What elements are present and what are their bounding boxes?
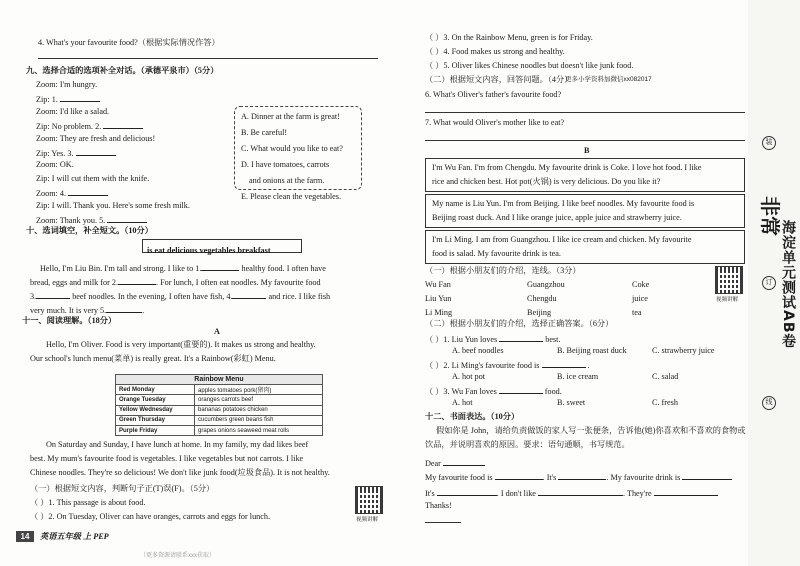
dialog-line	[36, 174, 149, 184]
qr-caption: 视频讲解	[716, 297, 739, 303]
menu-day: Red Monday	[116, 385, 195, 395]
mc-option-c[interactable]: C. strawberry juice	[652, 346, 715, 355]
binding-mark: 装	[762, 136, 776, 150]
tf-item-2[interactable]: （ ）2. On Tuesday, Oliver can have oranges, carrots and eggs for lunch.	[30, 512, 271, 521]
menu-row	[116, 425, 323, 435]
menu-row	[116, 385, 323, 395]
brand-logo: 非常	[758, 196, 782, 236]
writing-prompt: 饮品，并说明喜欢的原因。要求：语句通顺，书写规范。	[425, 440, 630, 449]
letter-text: . I don't like	[496, 489, 536, 498]
mc-option-a[interactable]: A. hot	[452, 398, 473, 407]
tf-item-1[interactable]: （ ）1. This passage is about food.	[30, 498, 146, 507]
rainbow-menu-table	[115, 374, 323, 436]
section-a-label: A	[214, 327, 220, 336]
letter-blank[interactable]	[654, 487, 718, 496]
match-item[interactable]: tea	[632, 308, 642, 317]
menu-food: oranges carrots beef	[195, 395, 323, 405]
passage-text: .	[142, 306, 145, 315]
blank-1[interactable]	[201, 262, 239, 271]
writing-prompt: 假如你是 John，请给负责做饭的家人写一张便条，告诉他(她)你喜欢和不喜欢的食物或	[436, 426, 746, 435]
profile-liuyun	[425, 194, 745, 228]
mc-option-b[interactable]: B. Beijing roast duck	[557, 346, 627, 355]
dialog-line	[36, 187, 108, 199]
match-title: （一）根据小朋友们的介绍，连线。（3分）	[425, 266, 581, 275]
menu-food: apples tomatoes pork(猪肉)	[195, 385, 323, 395]
dialog-line	[36, 134, 155, 144]
match-item[interactable]: juice	[632, 294, 648, 303]
signature-line[interactable]	[425, 522, 461, 523]
menu-day: Yellow Wednesday	[116, 405, 195, 415]
letter-text: . They're	[623, 489, 652, 498]
dialog-line	[36, 80, 97, 90]
sub2-title: （二）根据短文内容，回答问题。（4分）	[425, 75, 573, 84]
menu-row	[116, 395, 323, 405]
blank-4[interactable]	[232, 290, 266, 299]
letter-dear	[425, 457, 485, 469]
menu-food: cucumbers green beans fish	[195, 415, 323, 425]
menu-food: bananas potatoes chicken	[195, 405, 323, 415]
right-page	[412, 0, 747, 566]
passage-text: . For lunch, I often eat noodles. My favourite food	[156, 278, 321, 287]
answer-line	[425, 112, 745, 113]
word-bank-text: is eat delicious vegetables breakfast	[147, 246, 271, 255]
mc-question-text: （ ）3. Wu Fan loves	[425, 387, 497, 396]
profile-liming	[425, 230, 745, 264]
mc-title: （二）根据小朋友们的介绍，选择正确答案。（6分）	[425, 319, 614, 328]
dialog-line	[36, 214, 147, 226]
blank-2[interactable]	[118, 276, 156, 285]
reading-line: Chinese noodles. They're so delicious! We don't like junk food(垃圾食品). It is not healthy.	[30, 468, 330, 477]
tf-item-5[interactable]: （ ）5. Oliver likes Chinese noodles but doesn't like junk food.	[425, 61, 634, 70]
dialog-text: Zip: No problem. 2.	[36, 122, 102, 132]
passage-line	[30, 304, 144, 316]
question-6: 6. What's Oliver's father's favourite food?	[425, 90, 562, 99]
option-e: E. Please clean the vegetables.	[241, 192, 342, 201]
menu-day: Purple Friday	[116, 425, 195, 435]
letter-blank[interactable]	[437, 487, 497, 496]
binding-mark: 订	[762, 276, 776, 290]
dialog-text: Zip: I will. Thank you. Here's some fresh milk.	[36, 200, 190, 210]
menu-title: Rainbow Menu	[116, 375, 323, 385]
dialog-text: Zoom: OK.	[36, 160, 74, 170]
tf-item-4[interactable]: （ ）4. Food makes us strong and healthy.	[425, 47, 565, 56]
letter-blank[interactable]	[682, 471, 732, 480]
letter-blank[interactable]	[558, 471, 606, 480]
menu-food: grapes onions seaweed meat rolls	[195, 425, 323, 435]
question-7: 7. What would Oliver's mother like to eat?	[425, 118, 565, 127]
letter-line	[425, 487, 718, 499]
letter-text: It's	[425, 489, 435, 498]
profile-text: Beijing roast duck. And I like orange juice, apple juice and strawberry juice.	[432, 213, 682, 222]
dialog-text: Zoom: I'd like a salad.	[36, 106, 110, 116]
mc-question-text: （ ）2. Li Ming's favourite food is	[425, 361, 540, 370]
letter-blank[interactable]	[538, 487, 623, 496]
dialog-text: Zoom: I'm hungry.	[36, 80, 98, 89]
dialog-blank[interactable]	[103, 120, 143, 129]
mc-question	[425, 385, 562, 397]
blank-5[interactable]	[106, 304, 145, 315]
mc-question-text: .	[587, 361, 590, 370]
mc-option-c[interactable]: C. fresh	[652, 398, 678, 407]
passage-text: healthy food. I often have	[241, 264, 326, 273]
menu-day: Orange Tuesday	[116, 395, 195, 405]
tf-title: （一）根据短文内容，判断句子正(T)误(F)。（5分）	[30, 484, 215, 493]
dialog-line	[36, 93, 100, 105]
menu-day: Green Thursday	[116, 415, 195, 425]
match-item[interactable]: Guangzhou	[527, 280, 565, 289]
menu-row	[116, 405, 323, 415]
passage-text: and rice. I like fish	[268, 292, 331, 301]
qr-code-icon[interactable]	[355, 486, 383, 514]
profile-text: I'm Wu Fan. I'm from Chengdu. My favourite drink is Coke. I love hot food. I like	[432, 163, 702, 172]
mc-option-b[interactable]: B. ice cream	[557, 372, 599, 381]
dialog-line	[36, 147, 116, 159]
question-4: 4. What's your favourite food?（根据实际情况作答）	[38, 38, 220, 47]
blank-3[interactable]	[36, 290, 70, 299]
menu-row	[116, 415, 323, 425]
mc-question-text: food.	[544, 387, 562, 396]
section-b-label: B	[584, 146, 590, 155]
dialog-text: Zoom: 4.	[36, 189, 67, 199]
tf-item-3[interactable]: （ ）3. On the Rainbow Menu, green is for Friday.	[425, 33, 593, 42]
answer-line	[38, 58, 378, 59]
mc-option-a[interactable]: A. beef noodles	[452, 346, 504, 355]
letter-text: Dear	[425, 459, 441, 468]
dialog-text: Zip: I will cut them with the knife.	[36, 173, 150, 183]
letter-text: My favourite food is	[425, 473, 493, 482]
dialog-text: Zip: 1.	[36, 95, 58, 105]
options-box	[234, 106, 362, 201]
dialog-line	[36, 120, 143, 132]
page-number: 14	[16, 531, 34, 542]
dialog-blank[interactable]	[76, 147, 116, 156]
passage-text: very much. It is very 5.	[30, 306, 107, 315]
passage-text: Hello, I'm Liu Bin. I'm tall and strong. I like to 1.	[40, 264, 202, 273]
dialog-line	[36, 201, 190, 211]
option-b: B. Be careful!	[241, 128, 288, 137]
option-c: C. What would you like to eat?	[241, 144, 343, 153]
reading-line: Our school's lunch menu(菜单) is really great. It's a Rainbow(彩虹) Menu.	[30, 354, 276, 363]
dialog-line	[36, 107, 109, 117]
section-12-title: 十二、书面表达。（10分）	[425, 412, 520, 421]
profile-wufan	[425, 158, 745, 192]
letter-text: . It's	[542, 473, 557, 482]
qr-code-icon[interactable]	[715, 266, 743, 294]
option-a: A. Dinner at the farm is great!	[241, 112, 340, 121]
reading-line: best. My mum's favourite food is vegetables. I like vegetables but not carrots. I like	[30, 454, 304, 463]
option-d-cont: and onions at the farm.	[249, 176, 325, 185]
passage-line	[40, 262, 326, 274]
match-item[interactable]: Coke	[632, 280, 650, 289]
mc-option-a[interactable]: A. hot pot	[452, 372, 485, 381]
mc-question	[425, 333, 561, 345]
mc-question-text: best.	[545, 335, 561, 344]
dialog-blank[interactable]	[60, 93, 100, 102]
match-item[interactable]: Beijing	[527, 308, 552, 317]
mc-option-b[interactable]: B. sweet	[557, 398, 586, 407]
dialog-blank[interactable]	[107, 214, 147, 223]
qr-caption: 视频讲解	[356, 517, 379, 523]
mc-question-text: （ ）1. Liu Yun loves	[425, 335, 498, 344]
mc-question	[425, 359, 590, 371]
letter-thanks: Thanks!	[425, 501, 452, 510]
letter-line	[425, 471, 732, 483]
letter-blank[interactable]	[495, 471, 543, 480]
match-item[interactable]: Liu Yun	[425, 294, 452, 303]
match-item[interactable]: Li Ming	[425, 308, 453, 317]
section-10-title: 十、选词填空，补全短文。（10分）	[26, 226, 153, 235]
dialog-text: Zoom: They are fresh and delicious!	[36, 133, 156, 143]
word-bank	[142, 239, 302, 253]
series-title: 海淀单元测试AB卷	[780, 220, 796, 349]
footer-note: （更多资源请联系xxx获取）	[140, 553, 216, 559]
passage-text: bread, eggs and milk for 2.	[30, 278, 118, 287]
dialog-text: Zoom: Thank you. 5.	[36, 216, 106, 225]
profile-text: I'm Li Ming. I am from Guangzhou. I like ice cream and chicken. My favourite	[432, 235, 692, 244]
book-name: 英语五年级 上 PEP	[40, 532, 109, 541]
section-9-title: 九、选择合适的选项补全对话。（承德平泉市）（5分）	[26, 66, 219, 75]
match-item[interactable]: Chengdu	[527, 294, 557, 303]
book-spine-sidebar	[748, 0, 800, 566]
dialog-line	[36, 160, 74, 170]
binding-mark: 线	[762, 396, 776, 410]
mc-option-c[interactable]: C. salad	[652, 372, 679, 381]
profile-text: My name is Liu Yun. I'm from Beijing. I like beef noodles. My favourite food is	[432, 199, 695, 208]
letter-text: . My favourite drink is	[606, 473, 681, 482]
letter-blank[interactable]	[443, 457, 485, 466]
mc-blank[interactable]	[499, 333, 543, 342]
reading-line: Hello, I'm Oliver. Food is very important(重要的). It makes us strong and healthy.	[46, 340, 316, 349]
dialog-blank[interactable]	[68, 187, 108, 196]
answer-line	[425, 140, 745, 141]
dialog-text: Zip: Yes. 3.	[36, 149, 74, 158]
passage-line	[30, 276, 321, 288]
profile-text: food is salad. My favourite drink is tea.	[432, 249, 561, 258]
passage-line	[30, 290, 330, 302]
mc-blank[interactable]	[499, 385, 543, 394]
reading-line: On Saturday and Sunday, I have lunch at home. In my family, my dad likes beef	[46, 440, 309, 449]
passage-text: beef noodles. In the evening, I often have fish, 4.	[72, 292, 233, 301]
profile-text: rice and chicken best. Hot pot(火锅) is very delicious. Do you like it?	[432, 177, 661, 186]
passage-text: 3.	[30, 292, 37, 301]
section-11-title: 十一、阅读理解。（18分）	[22, 316, 117, 325]
option-d: D. I have tomatoes, carrots	[241, 160, 330, 169]
contact-note: 更多小学资料加微信xx082017	[565, 76, 652, 83]
match-item[interactable]: Wu Fan	[425, 280, 451, 289]
mc-blank[interactable]	[542, 359, 586, 368]
